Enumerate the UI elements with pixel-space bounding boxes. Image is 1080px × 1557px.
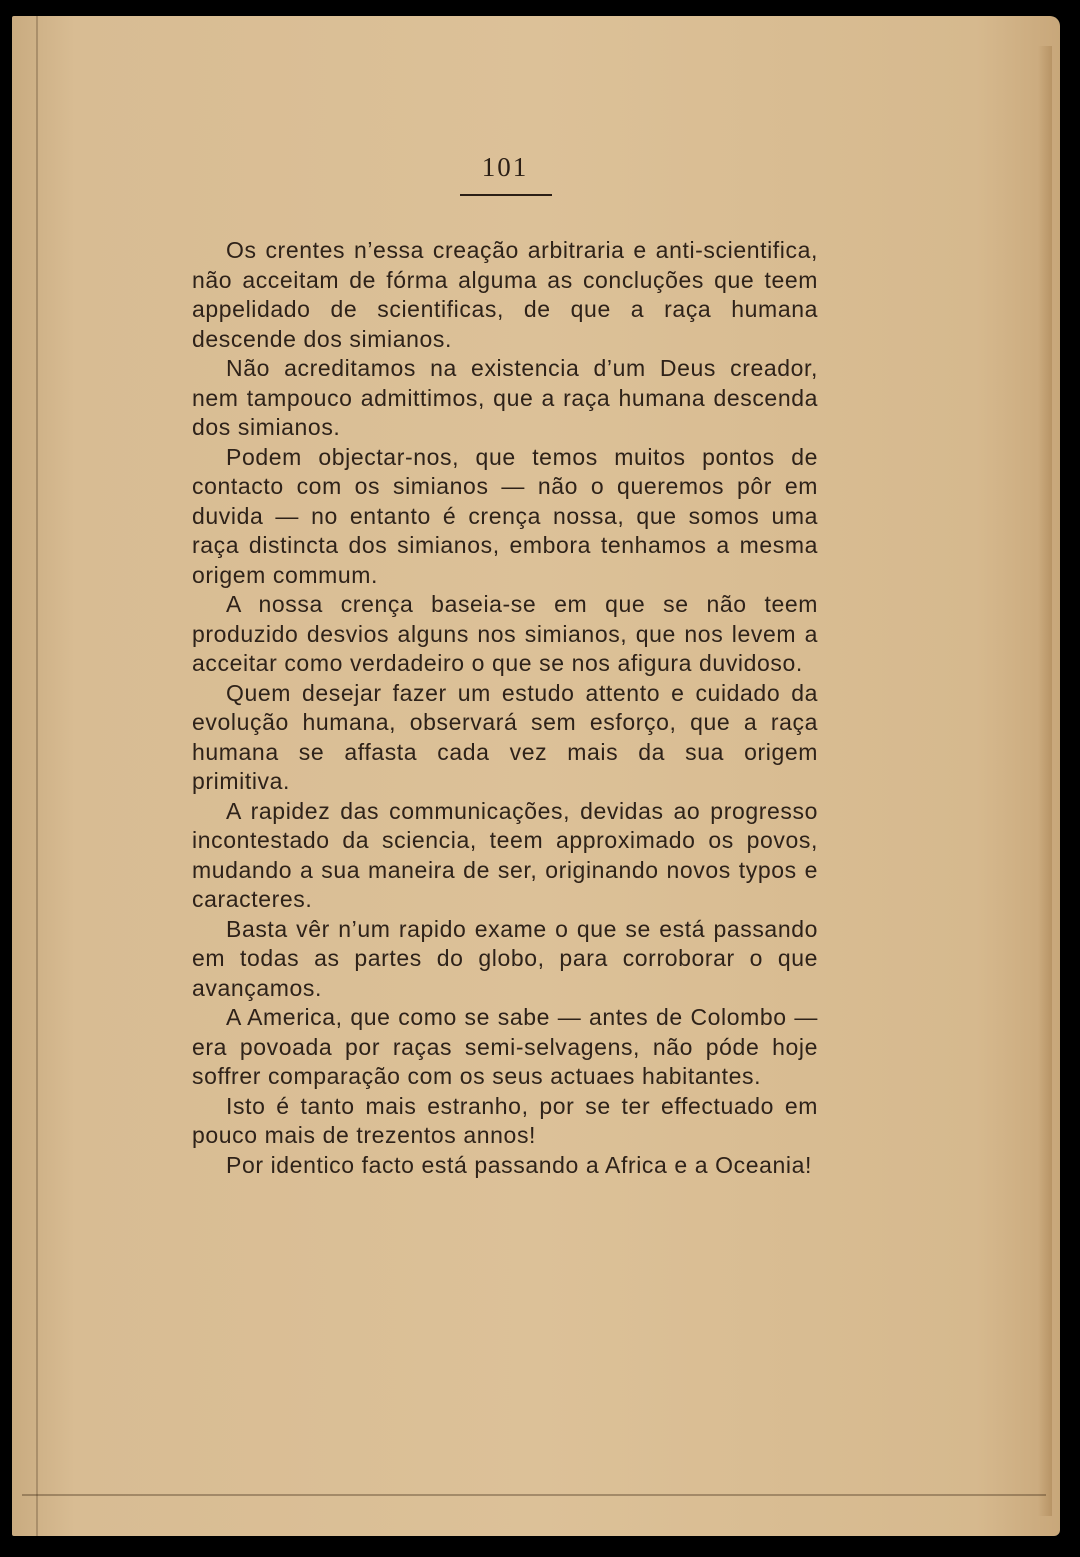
paragraph: Isto é tanto mais estranho, por se ter effectuado em pouco mais de trezentos annos! — [192, 1092, 818, 1148]
paragraph: Basta vêr n’um rapido exame o que se está passando em todas as partes do globo, para corroborar o que avançamos. — [192, 915, 818, 1001]
paragraph: A rapidez das communicações, devidas ao progresso incontestado da sciencia, teem approximado os povos, mudando a sua maneira de ser, originando novos typos e caracteres. — [192, 797, 818, 912]
paragraph: Os crentes n’essa creação arbitraria e anti-scientifica, não acceitam de fórma alguma as concluções que teem appelidado de scientificas, de que a raça humana descende dos simianos. — [192, 237, 818, 352]
body-text — [192, 236, 818, 1180]
paragraph: A nossa crença baseia-se em que se não teem produzido desvios alguns nos simianos, que nos levem a acceitar como verdadeiro o que se nos afigura duvidoso. — [192, 591, 818, 676]
page-number: 101 — [481, 152, 529, 182]
paragraph: Quem desejar fazer um estudo attento e cuidado da evolução humana, observará sem esforço, que a raça humana se affasta cada vez mais da sua origem primitiva. — [192, 679, 818, 794]
paragraph: Não acreditamos na existencia d’um Deus creador, nem tampouco admittimos, que a raça humana descenda dos simianos. — [192, 355, 818, 440]
header-rule — [460, 194, 552, 196]
paragraph: Por identico facto está passando a Africa e a Oceania! — [226, 1151, 813, 1178]
page-edge-shadow — [1038, 46, 1052, 1516]
paragraph: Podem objectar-nos, que temos muitos pontos de contacto com os simianos — não o queremos pôr em duvida — no entanto é crença nossa, que somos uma raça distincta dos simianos, embora tenhamos a mesma origem commum. — [192, 443, 818, 588]
paragraph: A America, que como se sabe — antes de Colombo — era povoada por raças semi-selvagens, não póde hoje soffrer comparação com os seus actuaes habitantes. — [192, 1004, 818, 1089]
